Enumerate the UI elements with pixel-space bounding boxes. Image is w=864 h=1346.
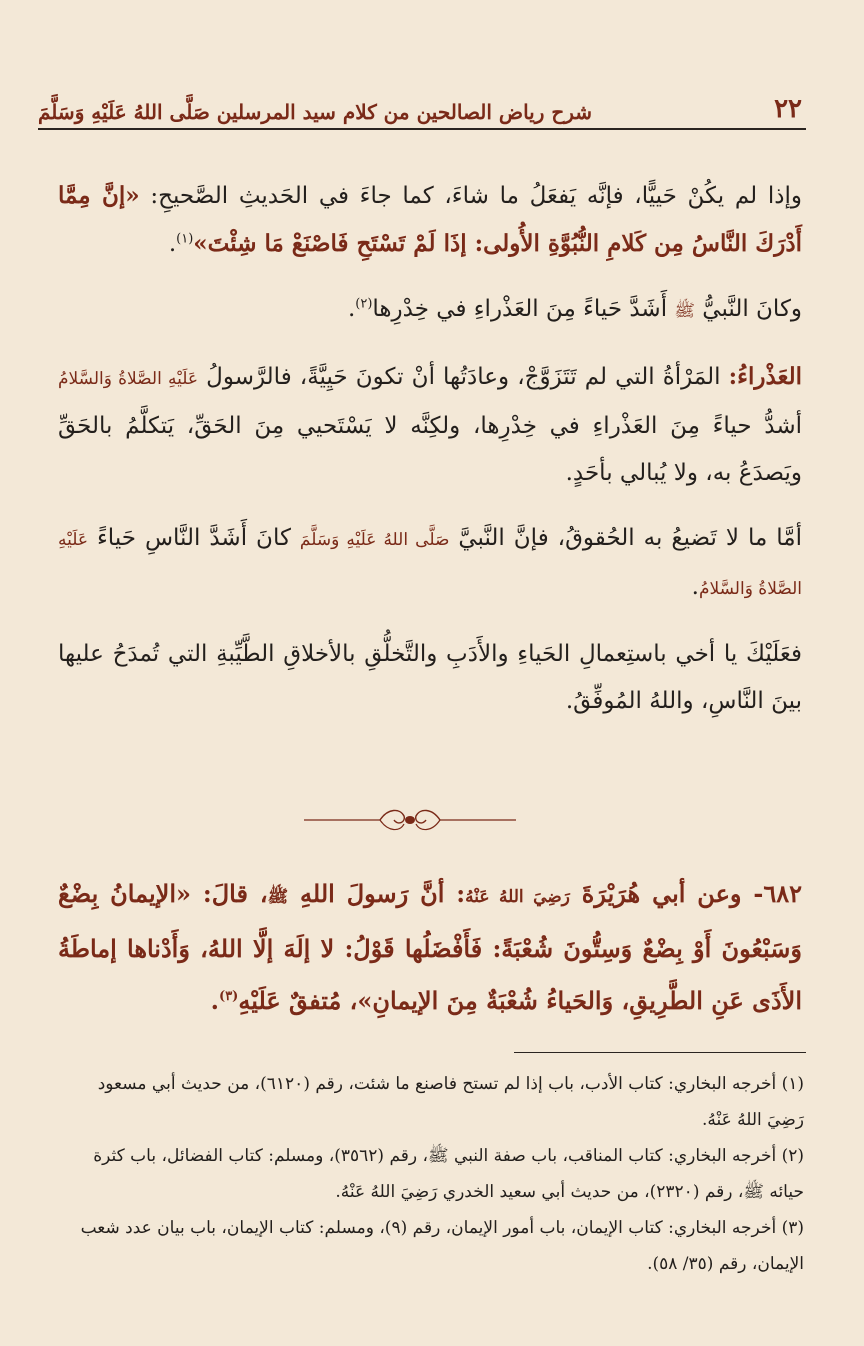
paragraph-1 [58, 172, 802, 268]
paragraph-4-end: . [691, 574, 699, 600]
paragraph-1-text: وإذا لم يكُنْ حَييًّا، فإنَّه يَفعَلُ ما شاءَ، كما جاءَ في الحَديثِ الصَّحيحِ: [139, 183, 802, 209]
salutation-mark: ﷺ [674, 301, 695, 321]
paragraph-4-text-a: أمَّا ما لا تَضيعُ به الحُقوقُ، فإنَّ النَّبيَّ [449, 525, 802, 551]
quoted-hadith: «إنَّ مِمَّا أَدْرَكَ النَّاسُ مِن كَلامِ النُّبُوَّةِ الأُولى: إذَا لَمْ تَسْتَحِ فَاصْنَعْ مَا شِئْتَ» [58, 182, 802, 257]
salutation-mark: صَلَّى اللهُ عَلَيْهِ وَسَلَّمَ [299, 530, 450, 550]
footnote-rule [514, 1052, 806, 1053]
hadith-end: . [210, 986, 220, 1015]
footnote-ref-2[interactable]: (٢) [355, 296, 373, 312]
paragraph-2-text-b: أَشَدَّ حَياءً مِنَ العَذْراءِ في خِدْرِها [372, 296, 675, 322]
header-rule [38, 128, 806, 130]
paragraph-3-text-a: المَرْأةُ التي لم تَتَزَوَّجْ، وعادَتُها أنْ تكونَ حَيِيَّةً، فالرَّسولُ [198, 364, 729, 390]
paragraph-3 [58, 353, 802, 497]
footnote-ref-1[interactable]: (١) [176, 231, 194, 247]
paragraph-2-end: . [347, 296, 356, 322]
hadith-682 [58, 868, 802, 1027]
footnote-1: (١) أخرجه البخاري: كتاب الأدب، باب إذا لم تستح فاصنع ما شئت، رقم (٦١٢٠)، من حديث أبي مسعود رَضِيَ اللهُ عَنْهُ. [97, 1074, 804, 1130]
divider-ornament-icon [300, 800, 520, 840]
hadith-intro-c: ، قالَ: [191, 879, 268, 908]
salutation-mark: رَضِيَ اللهُ عَنْهُ [465, 887, 570, 907]
running-title: شرح رياض الصالحين من كلام سيد المرسلين صَلَّى اللهُ عَلَيْهِ وَسَلَّمَ [38, 100, 593, 124]
paragraph-1-end: . [168, 231, 177, 257]
footnotes [58, 1066, 804, 1282]
salutation-mark: ﷺ [267, 887, 289, 907]
hadith-intro: وعن أبي هُرَيْرَةَ [569, 879, 754, 908]
salutation-mark: عَلَيْهِ الصَّلاةُ وَالسَّلامُ [58, 369, 199, 389]
running-header [38, 88, 802, 122]
footnote-3: (٣) أخرجه البخاري: كتاب الإيمان، باب أمور الإيمان، رقم (٩)، ومسلم: كتاب الإيمان، باب بيان عدد شعب الإيمان، رقم (٣٥/ ٥٨). [80, 1218, 804, 1274]
footnote-2: (٢) أخرجه البخاري: كتاب المناقب، باب صفة النبي ﷺ، رقم (٣٥٦٢)، ومسلم: كتاب الفضائل، باب كثرة حيائه ﷺ، رقم (٢٣٢٠)، من حديث أبي سعيد الخدري رَضِيَ اللهُ عَنْهُ. [93, 1146, 804, 1202]
paragraph-5: فعَلَيْكَ يا أخي باستِعمالِ الحَياءِ والأَدَبِ والتَّخلُّقِ بالأخلاقِ الطَّيِّبةِ التي تُمدَحُ عليها بينَ النَّاسِ، واللهُ المُوفِّقُ. [58, 641, 802, 714]
paragraph-2-text-a: وكانَ النَّبيُّ [694, 296, 802, 322]
paragraph-3-text-b: أشدُّ حياءً مِنَ العَذْراءِ في خِدْرِها، ولكِنَّه لا يَسْتَحيي مِنَ الحَقِّ، يَتكلَّمُ بالحَقِّ ويَصدَعُ به، ولا يُبالي بأحَدٍ. [58, 413, 802, 486]
main-text [58, 172, 802, 725]
hadith-number: ٦٨٢- [753, 879, 803, 908]
salutation-mark: عَلَيْهِ الصَّلاةُ وَالسَّلامُ [58, 530, 802, 599]
paragraph-4 [58, 515, 802, 613]
hadith-text: «الإيمانُ بِضْعٌ وَسَبْعُونَ أَوْ بِضْعٌ وَسِتُّونَ شُعْبَةً: فَأَفْضَلُها قَوْلُ: لا إلَهَ إلَّا اللهُ، وَأَدْناها إماطَةُ الأَذَى عَنِ الطَّرِيقِ، وَالحَياءُ شُعْبَةٌ مِنَ الإيمانِ»، مُتفقٌ عَلَيْهِ [58, 879, 802, 1015]
defined-term: العَذْراءُ: [728, 363, 803, 390]
paragraph-2 [58, 286, 802, 335]
page-number: ٢٢ [774, 94, 802, 124]
paragraph-4-text-b: كانَ أَشَدَّ النَّاسِ حَياءً [88, 525, 300, 551]
footnote-ref-3[interactable]: (٣) [219, 989, 239, 1004]
hadith-intro-b: : أنَّ رَسولَ اللهِ [288, 879, 466, 908]
